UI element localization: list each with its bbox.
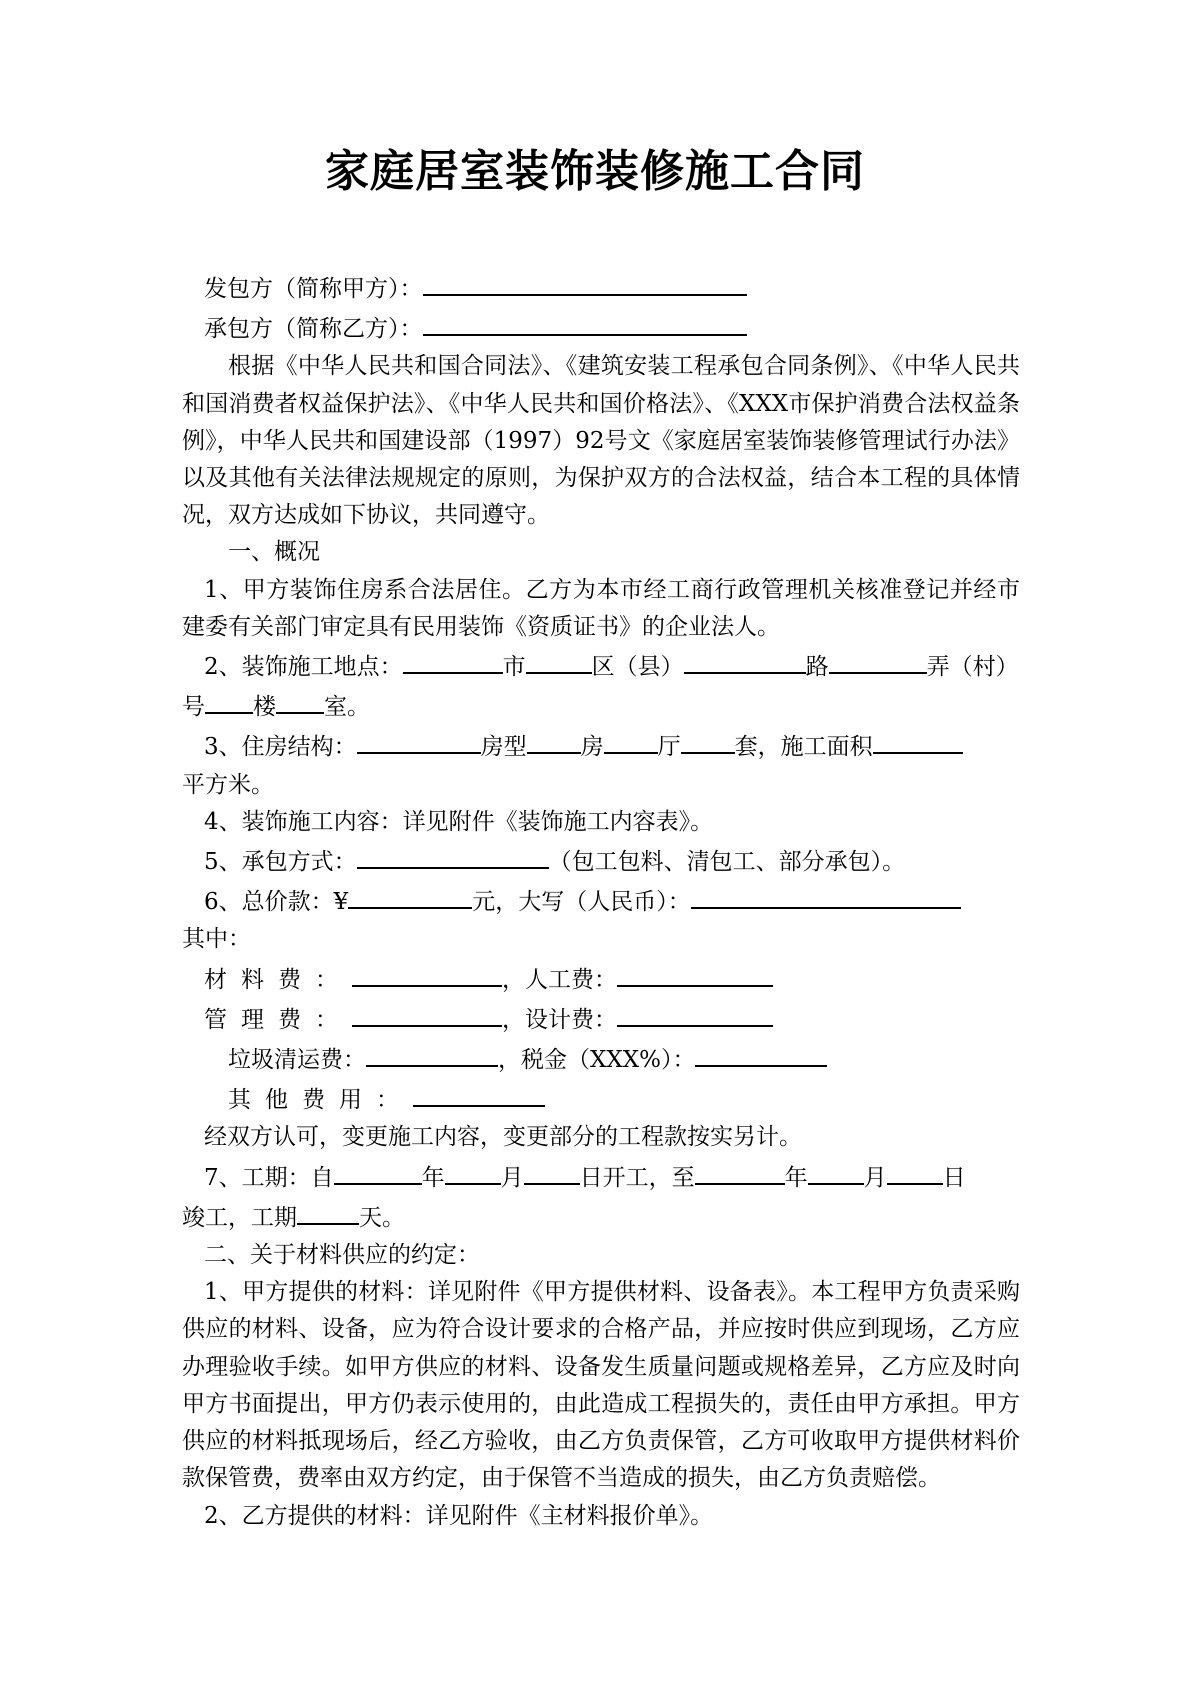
section2-heading: 二、关于材料供应的约定： <box>204 1242 480 1269</box>
section1-item7-line1 <box>182 1157 1020 1197</box>
material-fee-blank <box>352 959 502 987</box>
party-b-blank <box>423 308 747 336</box>
halls-blank <box>604 726 658 754</box>
type-label: 房型 <box>480 734 527 761</box>
start-month-label: 月 <box>500 1164 524 1191</box>
address-label: 2、装饰施工地点： <box>204 654 403 681</box>
end-day-label: 日 <box>942 1164 966 1191</box>
start-day-label: 日开工，至 <box>579 1164 695 1191</box>
party-b-line <box>182 308 1020 348</box>
completion-label: 竣工，工期 <box>182 1204 297 1231</box>
section1-item5 <box>182 841 1020 881</box>
total-price-label: 6、总价款：¥ <box>204 889 349 916</box>
period-label: 7、工期：自 <box>204 1164 334 1191</box>
building-blank <box>276 686 324 714</box>
other-fee-blank <box>413 1079 545 1107</box>
end-year-label: 年 <box>784 1164 808 1191</box>
management-fee-label: 管理费： <box>204 1006 352 1033</box>
material-fee-label: 材料费： <box>204 966 352 993</box>
sets-blank <box>681 726 735 754</box>
area-blank <box>873 726 963 754</box>
tax-label: ，税金（XXX%）： <box>498 1047 696 1074</box>
road-blank <box>684 646 806 674</box>
end-day-blank <box>887 1157 943 1185</box>
contract-mode-label: 5、承包方式： <box>204 849 357 876</box>
of-which-label: 其中： <box>182 926 251 953</box>
section2-item1: 1、甲方提供的材料：详见附件《甲方提供材料、设备表》。本工程甲方负责采购供应的材料、设备，应为符合设计要求的合格产品，并应按时供应到现场，乙方应办理验收手续。如甲方供应的材料、设备发生质量问题或规格差异，乙方应及时向甲方书面提出，甲方仍表示使用的，由此造成工程损失的，责任由甲方承担。甲方供应的材料抵现场后，经乙方验收，由乙方负责保管，乙方可收取甲方提供材料价款保管费，费率由双方约定，由于保管不当造成的损失，由乙方负责赔偿。 <box>182 1279 1020 1492</box>
section1-item3-line2: 平方米。 <box>182 771 274 798</box>
party-a-label: 发包方（简称甲方）： <box>204 276 423 302</box>
material-labor-line <box>182 959 1020 999</box>
amount-words-blank <box>691 881 961 909</box>
city-blank <box>403 646 503 674</box>
days-blank <box>297 1197 359 1225</box>
section1-heading: 一、概况 <box>228 539 320 566</box>
start-year-blank <box>334 1157 422 1185</box>
days-label: 天。 <box>359 1204 405 1231</box>
other-fee-label: 其他费用： <box>228 1087 413 1114</box>
end-month-label: 月 <box>863 1164 887 1191</box>
yuan-label: 元，大写（人民币）： <box>472 889 691 916</box>
city-label: 市 <box>502 654 526 681</box>
management-design-line <box>182 999 1020 1039</box>
rooms-label: 房 <box>580 734 604 761</box>
party-a-blank <box>423 268 747 296</box>
start-year-label: 年 <box>421 1164 445 1191</box>
labor-fee-label: ，人工费： <box>502 966 617 993</box>
tax-blank <box>695 1039 827 1067</box>
waste-tax-line <box>182 1039 1020 1079</box>
section1-item4: 4、装饰施工内容：详见附件《装饰施工内容表》。 <box>204 808 714 835</box>
party-a-line <box>182 268 1020 308</box>
total-price-blank <box>348 881 472 909</box>
other-fee-line <box>182 1079 1020 1119</box>
section1-item7-line2 <box>182 1197 1020 1237</box>
district-label: 区（县） <box>591 654 684 681</box>
end-month-blank <box>808 1157 864 1185</box>
lane-blank <box>829 646 927 674</box>
number-blank <box>205 686 253 714</box>
preamble-paragraph: 根据《中华人民共和国合同法》、《建筑安装工程承包合同条例》、《中华人民共和国消费者权益保护法》、《中华人民共和国价格法》、《XXX市保护消费合法权益条例》，中华人民共和国建设部（1997）92号文《家庭居室装饰装修管理试行办法》以及其他有关法律法规规定的原则，为保护双方的合法权益，结合本工程的具体情况，双方达成如下协议，共同遵守。 <box>182 353 1020 529</box>
rooms-blank <box>527 726 581 754</box>
design-fee-label: ，设计费： <box>502 1006 617 1033</box>
end-year-blank <box>695 1157 785 1185</box>
contract-mode-blank <box>357 841 549 869</box>
halls-label: 厅 <box>657 734 681 761</box>
contract-body <box>182 268 1020 1535</box>
sets-label: 套，施工面积 <box>734 734 873 761</box>
waste-fee-blank <box>366 1039 498 1067</box>
building-label: 楼 <box>253 694 276 721</box>
section1-item6-line1 <box>182 881 1020 921</box>
section1-item3-line1 <box>182 726 1020 766</box>
start-day-blank <box>524 1157 580 1185</box>
start-month-blank <box>445 1157 501 1185</box>
lane-label: 弄（村） <box>926 654 1019 681</box>
labor-fee-blank <box>617 959 773 987</box>
management-fee-blank <box>352 999 502 1027</box>
contract-title: 家庭居室装饰装修施工合同 <box>325 146 865 197</box>
section2-item2: 2、乙方提供的材料：详见附件《主材料报价单》。 <box>204 1502 714 1529</box>
room-label: 室。 <box>324 694 370 721</box>
waste-fee-label: 垃圾清运费： <box>228 1047 366 1074</box>
district-blank <box>526 646 592 674</box>
structure-label: 3、住房结构： <box>204 734 357 761</box>
number-label: 号 <box>182 694 205 721</box>
section1-item2-line2 <box>182 686 1020 726</box>
design-fee-blank <box>617 999 773 1027</box>
structure-blank <box>357 726 481 754</box>
section1-item1: 1、甲方装饰住房系合法居住。乙方为本市经工商行政管理机关核准登记并经市建委有关部门审定具有民用装饰《资质证书》的企业法人。 <box>182 576 1020 640</box>
contract-mode-note: （包工包料、清包工、部分承包）。 <box>548 849 906 876</box>
party-b-label: 承包方（简称乙方）： <box>204 316 423 343</box>
road-label: 路 <box>805 654 829 681</box>
change-note: 经双方认可，变更施工内容，变更部分的工程款按实另计。 <box>204 1124 802 1151</box>
section1-item2-line1 <box>182 646 1020 686</box>
